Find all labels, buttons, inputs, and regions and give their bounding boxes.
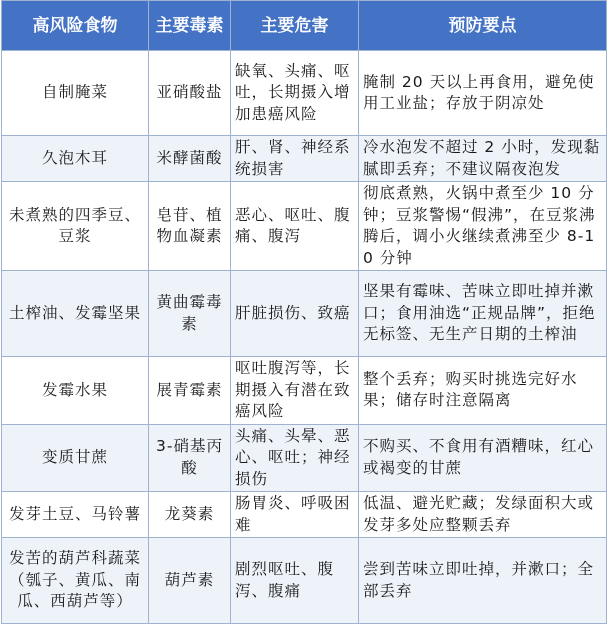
cell-food: 自制腌菜 (2, 51, 149, 136)
cell-hazard: 肠胃炎、呼吸困难 (231, 492, 359, 538)
cell-prevention: 尝到苦味立即吐掉，并漱口；全部丢弃 (359, 538, 607, 624)
cell-food: 土榨油、发霉坚果 (2, 271, 149, 357)
cell-food: 发霉水果 (2, 357, 149, 425)
cell-toxin: 亚硝酸盐 (149, 51, 231, 136)
table-row (2, 357, 607, 425)
cell-hazard: 缺氧、头痛、呕吐，长期摄入增加患癌风险 (231, 51, 359, 136)
cell-hazard: 剧烈呕吐、腹泻、腹痛 (231, 538, 359, 624)
cell-prevention: 低温、避光贮藏；发绿面积大或发芽多处应整颗丢弃 (359, 492, 607, 538)
header-prevention: 预防要点 (359, 1, 607, 51)
cell-prevention: 冷水泡发不超过 2 小时，发现黏腻即丢弃；不建议隔夜泡发 (359, 136, 607, 182)
cell-toxin: 皂苷、植物血凝素 (149, 182, 231, 271)
header-toxin: 主要毒素 (149, 1, 231, 51)
cell-toxin: 展青霉素 (149, 357, 231, 425)
header-row (2, 1, 607, 51)
table-row (2, 182, 607, 271)
table-row (2, 271, 607, 357)
table-row (2, 51, 607, 136)
cell-prevention: 不购买、不食用有酒糟味，红心或褐变的甘蔗 (359, 424, 607, 492)
cell-food: 变质甘蔗 (2, 424, 149, 492)
cell-hazard: 头痛、头晕、恶心、呕吐；神经损伤 (231, 424, 359, 492)
header-hazard: 主要危害 (231, 1, 359, 51)
cell-prevention: 腌制 20 天以上再食用，避免使用工业盐；存放于阴凉处 (359, 51, 607, 136)
cell-toxin: 龙葵素 (149, 492, 231, 538)
cell-food: 发苦的葫芦科蔬菜（瓠子、黄瓜、南瓜、西葫芦等） (2, 538, 149, 624)
cell-hazard: 肝、肾、神经系统损害 (231, 136, 359, 182)
table-body (2, 51, 607, 624)
cell-hazard: 恶心、呕吐、腹痛、腹泻 (231, 182, 359, 271)
cell-toxin: 葫芦素 (149, 538, 231, 624)
food-risk-table (1, 0, 607, 624)
cell-toxin: 3-硝基丙酸 (149, 424, 231, 492)
cell-hazard: 肝脏损伤、致癌 (231, 271, 359, 357)
table-row (2, 538, 607, 624)
cell-prevention: 整个丢弃；购买时挑选完好水果；储存时注意隔离 (359, 357, 607, 425)
table-row (2, 492, 607, 538)
cell-food: 久泡木耳 (2, 136, 149, 182)
cell-prevention: 坚果有霉味、苦味立即吐掉并漱口；食用油选“正规品牌”，拒绝无标签、无生产日期的土榨油 (359, 271, 607, 357)
cell-hazard: 呕吐腹泻等，长期摄入有潜在致癌风险 (231, 357, 359, 425)
cell-food: 未煮熟的四季豆、豆浆 (2, 182, 149, 271)
table-header (2, 1, 607, 51)
table-row (2, 136, 607, 182)
header-food: 高风险食物 (2, 1, 149, 51)
cell-food: 发芽土豆、马铃薯 (2, 492, 149, 538)
cell-toxin: 黄曲霉毒素 (149, 271, 231, 357)
table-row (2, 424, 607, 492)
cell-toxin: 米酵菌酸 (149, 136, 231, 182)
cell-prevention: 彻底煮熟，火锅中煮至少 10 分钟；豆浆警惕“假沸”，在豆浆沸腾后，调小火继续煮沸至少 8-10 分钟 (359, 182, 607, 271)
